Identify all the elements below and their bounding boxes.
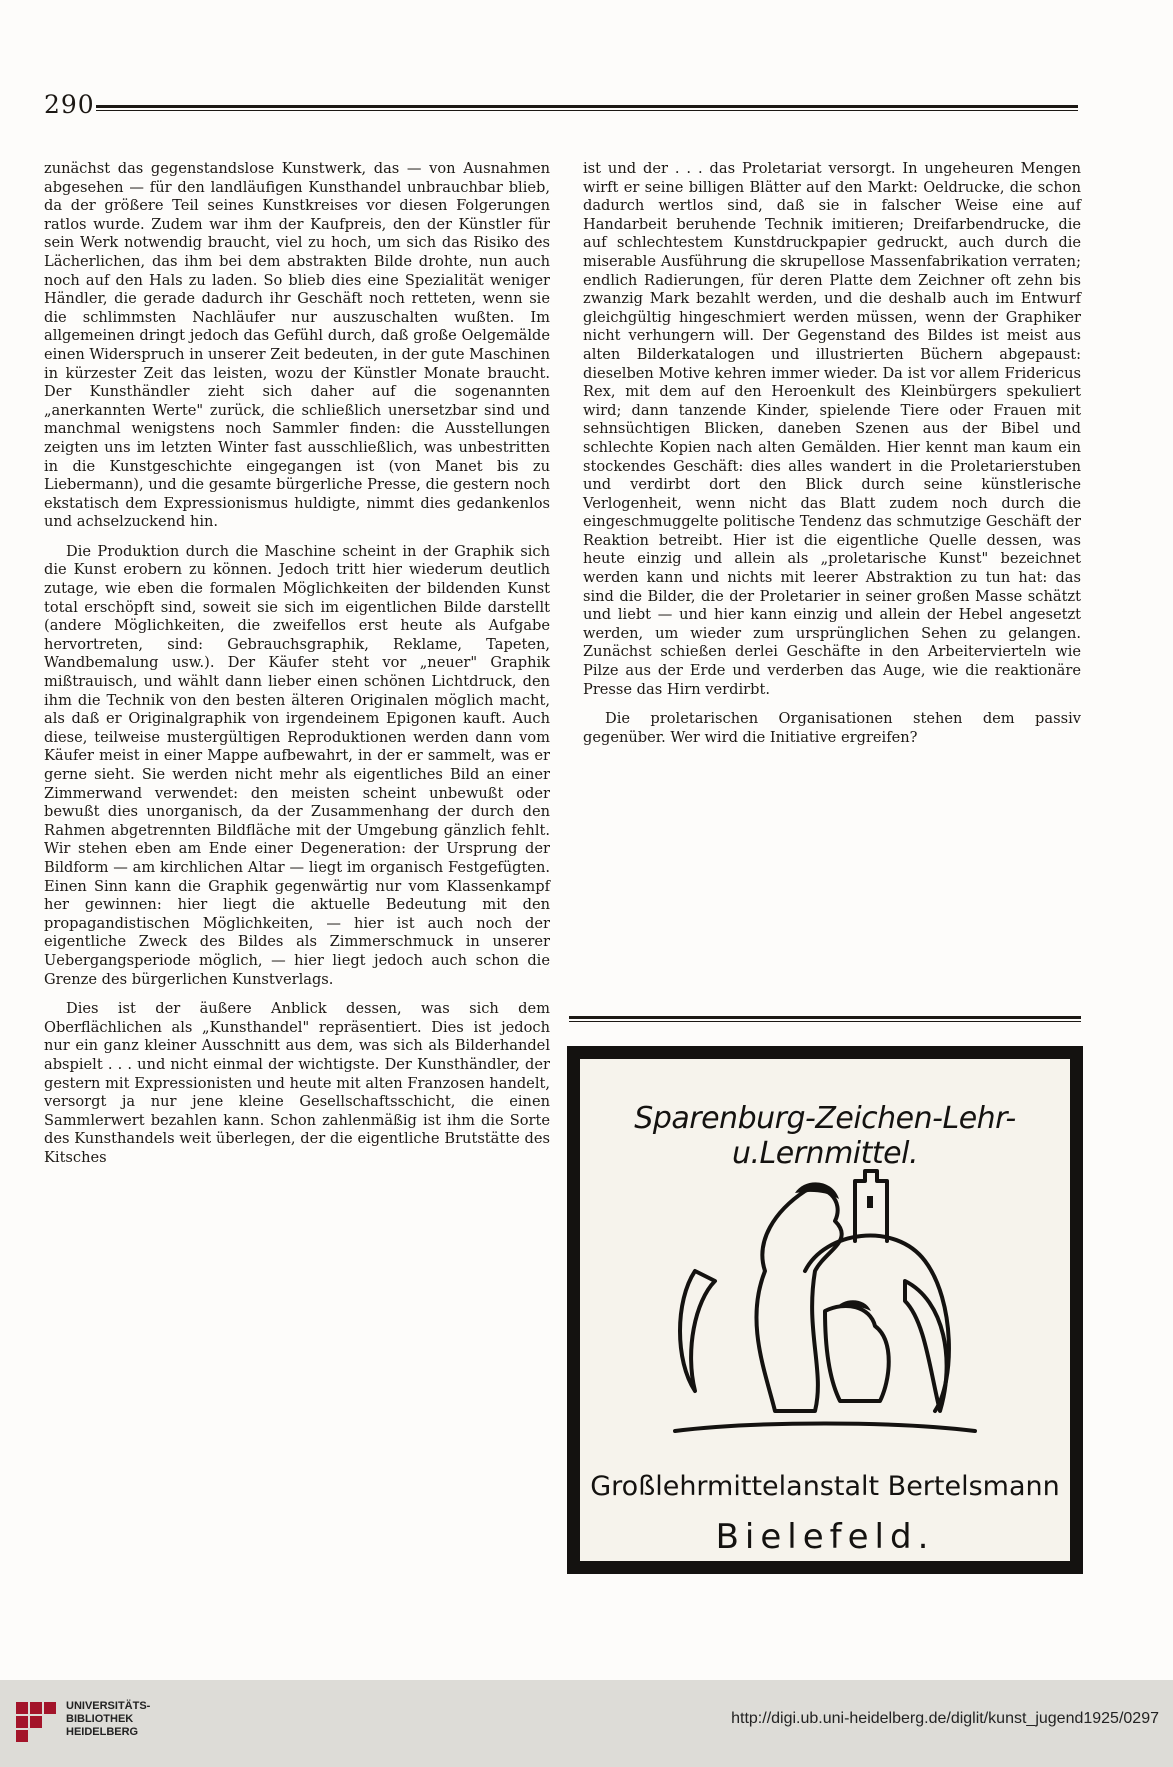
illustration-ground [675,1424,975,1432]
page-number: 290 [44,90,95,119]
illustration-student [825,1306,889,1401]
left-paragraph-3: Dies ist der äußere Anblick dessen, was sich dem Oberflächlichen als „Kunsthandel" repräsentiert. Dies ist jedoch nur ein ganz kleiner Ausschnitt aus dem, was sich als Bilderhandel abspielt . . . und nicht einmal der wichtigste. Der Kunsthändler, der gestern mit Expressionisten und heute mit alten Franzosen handelt, versorgt ja nur jene kleine Gesellschaftsschicht, die einen Sammlerwert bezahlen kann. Schon zahlenmäßig ist ihm die Sorte des Kunsthandels weit überlegen, der die eigentliche Brutstätte des Kitsches [44,1000,550,1166]
right-paragraph-1: ist und der . . . das Proletariat versorgt. In ungeheuren Mengen wirft er seine billigen Blätter auf den Markt: Oeldrucke, die schon dadurch wertlos sind, daß sie in falscher Weise eine auf Handarbeit beruhende Technik imitieren; Dreifarbendrucke, die auf schlechtestem Kunstdruckpapier gedruckt, auch durch die miserable Ausführung die skrupellose Massenfabrikation verraten; endlich Radierungen, für deren Platte dem Zeichner oft zehn bis zwanzig Mark bezahlt werden, und die deshalb auch im Entwurf gleichgültig hingeschmiert werden müssen, wenn der Graphiker nicht verhungern will. Der Gegenstand des Bildes ist meist aus alten Bilderkatalogen und illustrierten Büchern abgepaust: dieselben Motive kehren immer wieder. Da ist vor allem Fridericus Rex, mit dem auf den Heroenkult des Kleinbürgers spekuliert wird; dann tanzende Kinder, spielende Tiere oder Frauen mit sehnsüchtigen Blicken, daneben Szenen aus der Bibel und schlechte Kopien nach alten Gemälden. Hier kennt man kaum ein stockendes Geschäft: dies alles wandert in die Proletarierstuben und verdirbt dort den Blick durch seine künstlerische Verlogenheit, wenn nicht das Blatt zudem noch durch die eingeschmuggelte politische Tendenz das schmutzige Geschäft der Reaktion betreibt. Hier ist die eigentliche Quelle dessen, was heute einzig und allein als „proletarische Kunst" bezeichnet werden kann und nichts mit leerer Abstraktion zu tun hat: das sind die Bilder, die der Proletarier in seiner großen Masse schätzt und liebt — und hier kann einzig und allein der Hebel angesetzt werden, um wieder zum ursprünglichen Sehen zu gelangen. Zunächst schießen derlei Geschäfte in den Arbeitervierteln wie Pilze aus der Erde und verderben das Auge, wie die reaktionäre Presse das Hirn verdirbt. [583,160,1081,698]
illustration-tree-left [680,1271,715,1391]
section-divider-thin [569,1021,1081,1022]
illustration-teacher [756,1188,841,1411]
left-column [44,160,550,1178]
header-rule [96,105,1078,108]
ad-illustration [655,1151,995,1451]
section-divider [569,1016,1081,1019]
right-paragraph-2: Die proletarischen Organisationen stehen dem passiv gegenüber. Wer wird die Initiative ergreifen? [583,710,1081,746]
illustration-tree-right [905,1281,947,1411]
ad-headline: Sparenburg-Zeichen-Lehr-u.Lernmittel. [634,1101,1016,1171]
illustration-castle-window [867,1196,873,1208]
library-name-line-2: BIBLIOTHEK [66,1713,134,1725]
library-name-line-3: HEIDELBERG [66,1726,139,1738]
ad-company: Großlehrmittelanstalt Bertelsmann [590,1471,1060,1502]
header-rule-thin [96,110,1078,111]
ad-city: Bielefeld. [715,1517,935,1557]
library-name [66,1700,150,1739]
right-column [583,160,1081,758]
page-header [40,88,1078,118]
university-library-logo-icon[interactable] [14,1700,58,1744]
left-paragraph-1: zunächst das gegenstandslose Kunstwerk, das — von Ausnahmen abgesehen — für den landläufigen Kunsthandel unbrauchbar blieb, da der größere Teil seines Kunstkreises vor diesen Folgerungen ratlos wurde. Zudem war ihm der Kaufpreis, den der Künstler für sein Werk notwendig braucht, viel zu hoch, um sich das Risiko des Lächerlichen, das ihm bei dem abstrakten Bilde drohte, nun auch noch auf den Hals zu laden. So blieb dies eine Spezialität weniger Händler, die gerade dadurch ihr Geschäft noch retteten, wenn sie die schlimmsten Nachläufer nur auszuschalten wußten. Im allgemeinen dringt jedoch das Gefühl durch, daß große Oelgemälde einen Widerspruch in unserer Zeit bedeuten, in der gute Maschinen in kürzester Zeit das leisten, wozu der Künstler Monate braucht. Der Kunsthändler zieht sich daher auf die sogenannten „anerkannten Werte" zurück, die schließlich unersetzbar sind und manchmal wenigstens noch Sammler finden: die Ausstellungen zeigten uns im letzten Winter fast ausschließlich, was unbestritten in die Kunstgeschichte eingegangen ist (von Manet bis zu Liebermann), und die gesamte bürgerliche Presse, die gestern noch ekstatisch dem Expressionismus huldigte, nimmt dies gedankenlos und achselzuckend hin. [44,160,550,531]
library-name-line-1: UNIVERSITÄTS- [66,1700,151,1712]
permalink-url[interactable]: http://digi.ub.uni-heidelberg.de/diglit/kunst_jugend1925/0297 [731,1710,1159,1727]
advertisement [567,1046,1083,1574]
left-paragraph-2: Die Produktion durch die Maschine scheint in der Graphik sich die Kunst erobern zu können. Jedoch tritt hier wiederum deutlich zutage, wie eben die formalen Möglichkeiten der bildenden Kunst total erschöpft sind, soweit sie sich im eigentlichen Bilde darstellt (andere Möglichkeiten, die zweifellos erst heute als Aufgabe hervortreten, sind: Gebrauchsgraphik, Reklame, Tapeten, Wandbemalung usw.). Der Käufer steht vor „neuer" Graphik mißtrauisch, und wählt dann lieber einen schönen Lichtdruck, den ihm die Technik von den besten älteren Originalen möglich macht, als daß er Originalgraphik von irgendeinem Epigonen kauft. Auch diese, teilweise mustergültigen Reproduktionen werden dann vom Käufer meist in einer Mappe aufbewahrt, in der er sammelt, was er gerne sieht. Sie werden nicht mehr als eigentliches Bild an einer Zimmerwand verwendet: den meisten scheint unbewußt oder bewußt dies unorganisch, da der Zusammenhang der durch den Rahmen abgetrennten Bildfläche mit der Umgebung gänzlich fehlt. Wir stehen eben am Ende einer Degeneration: der Ursprung der Bildform — am kirchlichen Altar — liegt im organisch Festgefügten. Einen Sinn kann die Graphik gegenwärtig nur vom Klassenkampf her gewinnen: hier liegt die aktuelle Bedeutung mit den propagandistischen Möglichkeiten, — hier ist auch noch der eigentliche Zweck des Bildes als Zimmerschmuck in unserer Uebergangsperiode möglich, — hier liegt jedoch auch schon die Grenze des bürgerlichen Kunstverlags. [44,542,550,988]
viewer-footer [0,1680,1173,1767]
advertisement-panel [580,1059,1070,1561]
